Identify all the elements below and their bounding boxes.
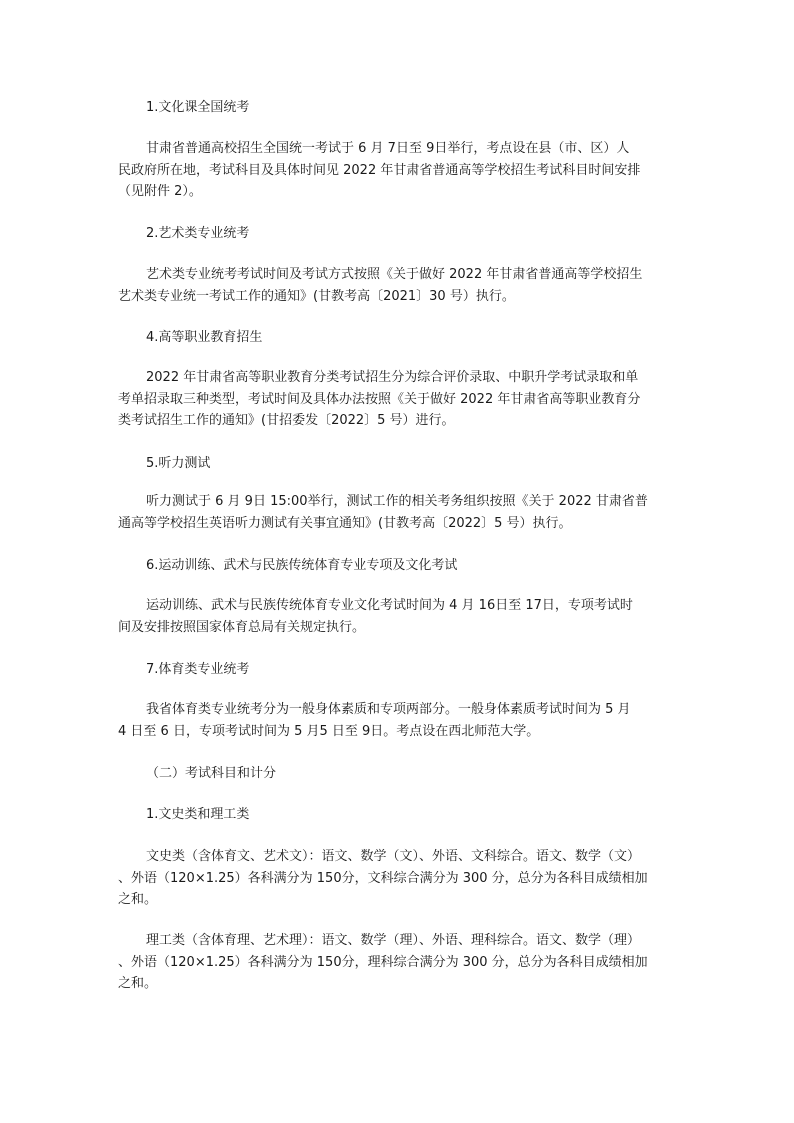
paragraph-sports-training — [118, 595, 678, 638]
paragraph-line: 文史类（含体育文、艺术文）：语文、数学（文）、外语、文科综合。语文、数学（文） — [146, 849, 641, 864]
paragraph-line: 之和。 — [118, 976, 158, 991]
paragraph-line: 间及安排按照国家体育总局有关规定执行。 — [118, 619, 366, 635]
paragraph-line: 理工类（含体育理、艺术理）：语文、数学（理）、外语、理科综合。语文、数学（理） — [146, 933, 641, 948]
section-heading-exam: 1.文化课全国统考 — [146, 100, 250, 115]
paragraph-line: 4 日至 6 日，专项考试时间为 5 月5 日至 9日。考点设在西北师范大学。 — [118, 723, 540, 739]
paragraph-line: （见附件 2）。 — [118, 184, 202, 199]
section-heading-pe: 7.体育类专业统考 — [146, 662, 250, 677]
paragraph-line: 甘肃省普通高校招生全国统一考试于 6 月 7日至 9日举行，考点设在县（市、区）人 — [146, 141, 630, 156]
paragraph-line: 考单招录取三种类型，考试时间及具体办法按照《关于做好 2022 年甘肃省高等职业教育分 — [118, 391, 641, 407]
paragraph-line: 运动训练、武术与民族传统体育专业文化考试时间为 4 月 16日至 17日，专项考试时 — [146, 598, 633, 613]
paragraph-exam — [118, 138, 678, 203]
paragraph-science — [118, 930, 678, 995]
paragraph-line: 2022 年甘肃省高等职业教育分类考试招生分为综合评价录取、中职升学考试录取和单 — [146, 370, 639, 385]
section-heading-vocational: 4.高等职业教育招生 — [146, 330, 263, 345]
paragraph-line: 我省体育类专业统考分为一般身体素质和专项两部分。一般身体素质考试时间为 5 月 — [146, 702, 631, 717]
paragraph-liberal-arts — [118, 846, 678, 911]
section-heading-categories: 1.文史类和理工类 — [146, 807, 250, 822]
paragraph-line: 之和。 — [118, 892, 158, 907]
paragraph-line: 、外语（120×1.25）各科满分为 150分，文科综合满分为 300 分，总分为各科目成绩相加 — [118, 870, 648, 886]
paragraph-art — [118, 264, 678, 307]
paragraph-line: 艺术类专业统一考试工作的通知》(甘教考高〔2021〕30 号）执行。 — [118, 288, 515, 304]
paragraph-line: 通高等学校招生英语听力测试有关事宜通知》(甘教考高〔2022〕5 号）执行。 — [118, 515, 572, 531]
paragraph-line: 听力测试于 6 月 9日 15:00举行，测试工作的相关考务组织按照《关于 2022 甘肃省普 — [146, 494, 648, 509]
paragraph-line: 民政府所在地，考试科目及具体时间见 2022 年甘肃省普通高等学校招生考试科目时间安排 — [118, 162, 641, 178]
section-heading-art: 2.艺术类专业统考 — [146, 226, 250, 241]
paragraph-line: 、外语（120×1.25）各科满分为 150分，理科综合满分为 300 分，总分为各科目成绩相加 — [118, 954, 648, 970]
paragraph-line: 类考试招生工作的通知》(甘招委发〔2022〕5 号）进行。 — [118, 413, 455, 428]
paragraph-line: 艺术类专业统考考试时间及考试方式按照《关于做好 2022 年甘肃省普通高等学校招生 — [146, 267, 643, 282]
paragraph-pe — [118, 699, 678, 742]
paragraph-vocational — [118, 367, 678, 432]
section-heading-listening: 5.听力测试 — [146, 456, 211, 471]
section-heading-sports-training: 6.运动训练、武术与民族传统体育专业专项及文化考试 — [146, 558, 458, 573]
paragraph-listening — [118, 491, 678, 534]
section-heading-subjects: （二）考试科目和计分 — [146, 766, 277, 781]
